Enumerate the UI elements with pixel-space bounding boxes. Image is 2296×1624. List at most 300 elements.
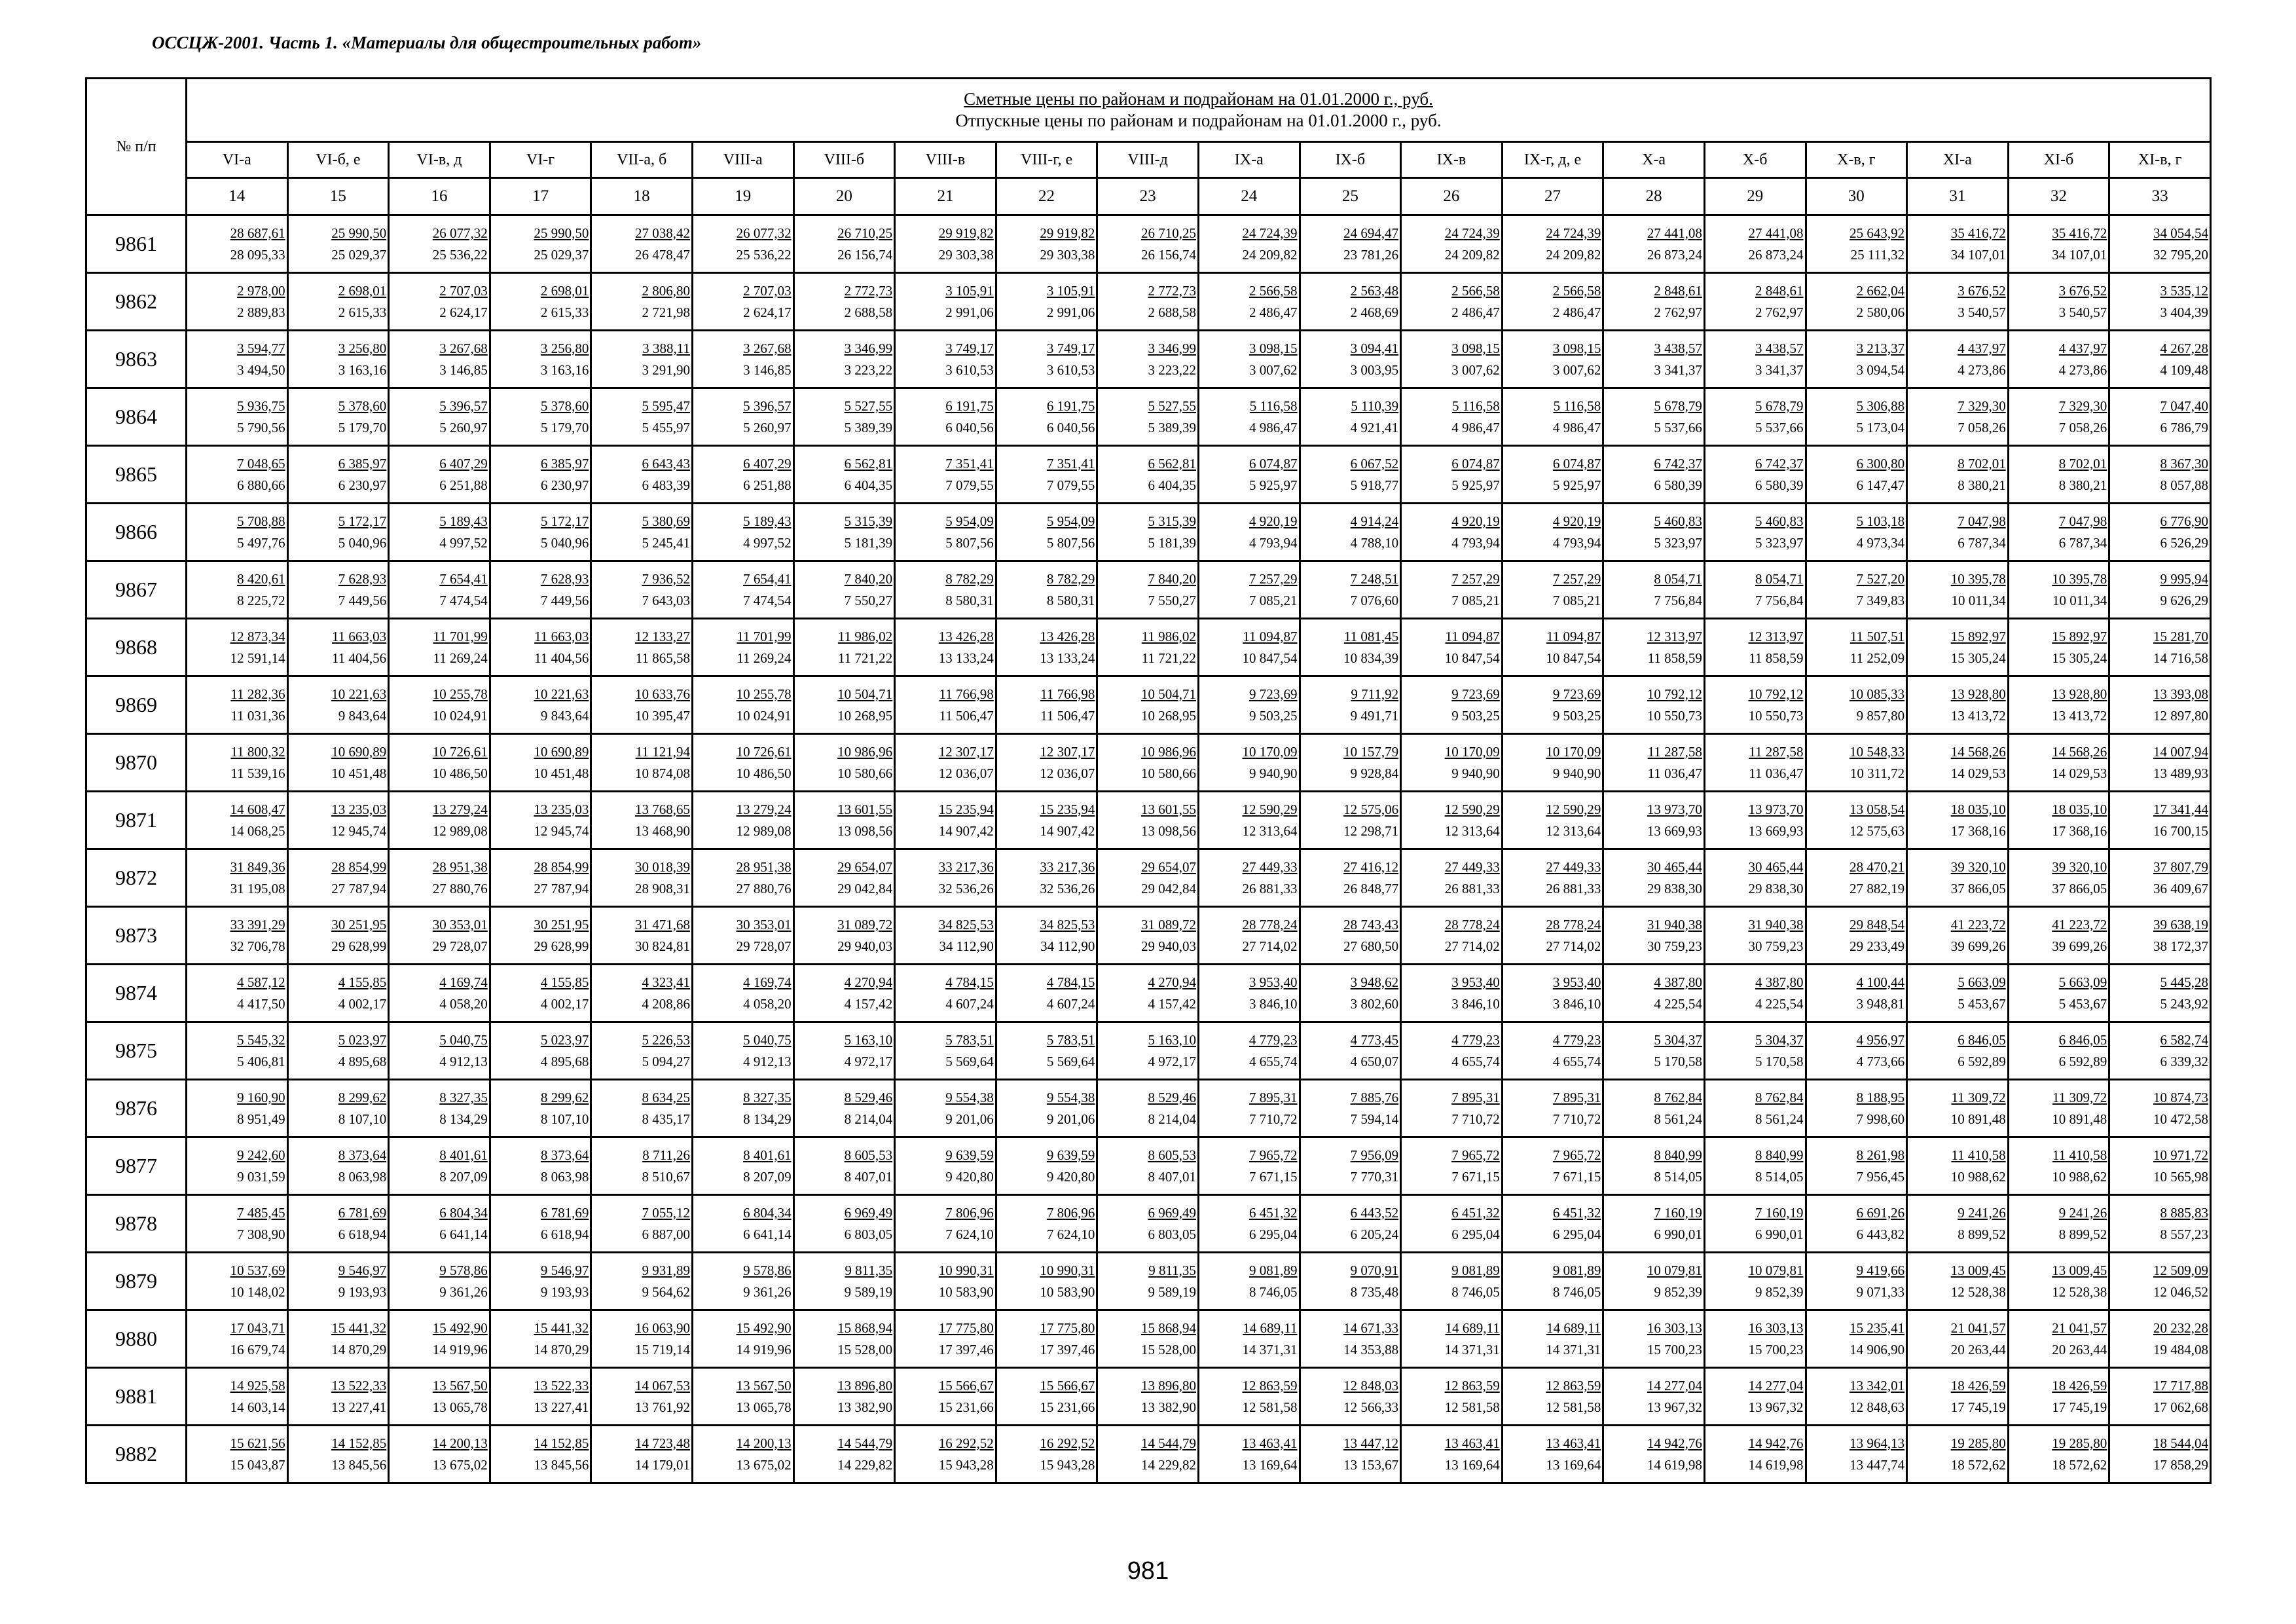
price-cell	[1198, 849, 1300, 907]
estimated-price: 14 277,04	[1647, 1377, 1702, 1393]
price-cell	[591, 273, 693, 331]
release-price: 13 845,56	[534, 1456, 589, 1473]
release-price: 14 229,82	[1140, 1456, 1196, 1473]
estimated-price: 6 074,87	[1451, 455, 1500, 471]
estimated-price: 7 485,45	[237, 1204, 285, 1221]
release-price: 11 404,56	[331, 650, 387, 666]
release-price: 7 756,84	[1654, 592, 1702, 608]
estimated-price: 5 445,28	[2160, 974, 2208, 990]
estimated-price: 30 251,95	[534, 916, 589, 932]
price-cell	[187, 1080, 288, 1137]
release-price: 8 435,17	[642, 1111, 690, 1127]
price-cell	[793, 273, 895, 331]
estimated-price: 10 255,78	[736, 686, 792, 702]
release-price: 8 057,88	[2160, 477, 2208, 493]
estimated-price: 5 396,57	[743, 397, 792, 414]
estimated-price: 8 702,01	[1958, 455, 2006, 471]
price-cell	[389, 965, 490, 1022]
price-cell	[2008, 1426, 2109, 1483]
price-cell	[1401, 331, 1503, 388]
price-cell	[287, 1426, 389, 1483]
region-header: XI-в, г	[2109, 142, 2211, 178]
estimated-price: 5 116,58	[1553, 397, 1601, 414]
estimated-price: 4 779,23	[1249, 1031, 1298, 1048]
price-cell	[287, 1195, 389, 1253]
estimated-price: 12 590,29	[1242, 801, 1298, 817]
estimated-price: 6 451,32	[1451, 1204, 1500, 1221]
estimated-price: 13 279,24	[736, 801, 792, 817]
price-cell	[1401, 619, 1503, 676]
release-price: 9 361,26	[743, 1283, 792, 1300]
release-price: 27 787,94	[331, 880, 387, 896]
estimated-price: 8 299,62	[540, 1089, 589, 1105]
price-cell	[287, 215, 389, 273]
price-cell	[895, 907, 996, 965]
estimated-price: 8 762,84	[1755, 1089, 1804, 1105]
release-price: 26 881,33	[1242, 880, 1298, 896]
estimated-price: 7 895,31	[1249, 1089, 1298, 1105]
estimated-price: 8 054,71	[1755, 570, 1804, 587]
release-price: 5 389,39	[844, 419, 893, 435]
price-cell	[1907, 1253, 2009, 1310]
estimated-price: 6 191,75	[945, 397, 994, 414]
estimated-price: 11 094,87	[1445, 628, 1500, 644]
estimated-price: 6 191,75	[1046, 397, 1095, 414]
estimated-price: 30 465,44	[1647, 858, 1702, 875]
estimated-price: 13 973,70	[1748, 801, 1804, 817]
release-price: 6 880,66	[237, 477, 285, 493]
estimated-price: 2 772,73	[844, 282, 893, 299]
price-cell	[389, 1022, 490, 1080]
release-price: 27 714,02	[1546, 938, 1601, 954]
row-code: 9863	[86, 331, 187, 388]
release-price: 29 303,38	[1040, 246, 1095, 263]
release-price: 7 643,03	[642, 592, 690, 608]
estimated-price: 9 578,86	[743, 1262, 792, 1278]
release-price: 7 079,55	[945, 477, 994, 493]
estimated-price: 25 990,50	[534, 225, 589, 241]
price-cell	[1198, 388, 1300, 446]
estimated-price: 14 671,33	[1343, 1320, 1399, 1336]
price-cell	[1401, 1310, 1503, 1368]
price-cell	[1097, 1253, 1199, 1310]
estimated-price: 13 279,24	[432, 801, 488, 817]
price-cell	[591, 792, 693, 849]
release-price: 9 201,06	[945, 1111, 994, 1127]
release-price: 26 873,24	[1748, 246, 1804, 263]
price-cell	[1806, 1368, 1907, 1426]
release-price: 27 714,02	[1242, 938, 1298, 954]
estimated-price: 39 638,19	[2153, 916, 2208, 932]
estimated-price: 28 743,43	[1343, 916, 1399, 932]
release-price: 13 845,56	[331, 1456, 387, 1473]
table-row	[86, 215, 2211, 273]
estimated-price: 12 307,17	[1040, 743, 1095, 760]
price-cell	[591, 1426, 693, 1483]
price-cell	[996, 1022, 1097, 1080]
price-cell	[2008, 446, 2109, 504]
price-cell	[692, 561, 793, 619]
release-price: 10 565,98	[2153, 1168, 2208, 1185]
estimated-price: 5 189,43	[743, 513, 792, 529]
estimated-price: 14 152,85	[331, 1435, 387, 1451]
estimated-price: 6 385,97	[338, 455, 387, 471]
estimated-price: 18 035,10	[1950, 801, 2006, 817]
price-cell	[996, 331, 1097, 388]
release-price: 3 610,53	[945, 361, 994, 378]
row-code: 9870	[86, 734, 187, 792]
price-cell	[187, 849, 288, 907]
estimated-price: 6 074,87	[1249, 455, 1298, 471]
estimated-price: 5 783,51	[945, 1031, 994, 1048]
release-price: 11 858,59	[1749, 650, 1804, 666]
row-code: 9882	[86, 1426, 187, 1483]
release-price: 4 997,52	[439, 534, 488, 551]
price-cell	[793, 504, 895, 561]
release-price: 10 451,48	[534, 765, 589, 781]
release-price: 3 003,95	[1350, 361, 1399, 378]
release-price: 6 295,04	[1451, 1226, 1500, 1242]
price-cell	[1097, 215, 1199, 273]
estimated-price: 27 441,08	[1748, 225, 1804, 241]
price-cell	[1300, 1195, 1401, 1253]
price-cell	[996, 273, 1097, 331]
release-price: 3 494,50	[237, 361, 285, 378]
row-code: 9876	[86, 1080, 187, 1137]
price-cell	[895, 1310, 996, 1368]
price-cell	[1097, 504, 1199, 561]
price-cell	[895, 215, 996, 273]
table-row	[86, 734, 2211, 792]
estimated-price: 6 846,05	[1958, 1031, 2006, 1048]
price-cell	[895, 965, 996, 1022]
price-cell	[1502, 907, 1603, 965]
price-cell	[2109, 1137, 2211, 1195]
release-price: 7 710,72	[1552, 1111, 1601, 1127]
price-cell	[1502, 965, 1603, 1022]
estimated-price: 31 849,36	[230, 858, 285, 875]
estimated-price: 34 825,53	[938, 916, 994, 932]
estimated-price: 2 806,80	[642, 282, 690, 299]
release-price: 9 201,06	[1046, 1111, 1095, 1127]
price-cell	[1907, 1080, 2009, 1137]
release-price: 10 580,66	[1140, 765, 1196, 781]
price-cell	[2109, 446, 2211, 504]
release-price: 14 353,88	[1343, 1341, 1399, 1357]
release-price: 3 163,16	[338, 361, 387, 378]
price-cell	[1097, 907, 1199, 965]
price-cell	[1603, 504, 1705, 561]
price-cell	[1603, 734, 1705, 792]
release-price: 4 655,74	[1451, 1053, 1500, 1069]
price-cell	[1704, 619, 1806, 676]
price-cell	[490, 849, 591, 907]
release-price: 15 719,14	[634, 1341, 690, 1357]
table-row	[86, 1022, 2211, 1080]
price-cell	[1097, 676, 1199, 734]
release-price: 10 550,73	[1647, 707, 1702, 724]
release-price: 12 581,58	[1444, 1399, 1500, 1415]
release-price: 13 153,67	[1343, 1456, 1399, 1473]
release-price: 11 721,22	[1141, 650, 1196, 666]
price-cell	[1300, 1310, 1401, 1368]
price-cell	[1704, 1022, 1806, 1080]
estimated-price: 11 410,58	[1951, 1147, 2006, 1163]
price-cell	[1198, 504, 1300, 561]
estimated-price: 11 766,98	[939, 686, 994, 702]
price-cell	[1401, 273, 1503, 331]
estimated-price: 13 567,50	[736, 1377, 792, 1393]
price-cell	[1704, 1253, 1806, 1310]
price-cell	[692, 215, 793, 273]
release-price: 8 107,10	[540, 1111, 589, 1127]
estimated-price: 14 925,58	[230, 1377, 285, 1393]
price-cell	[1097, 1022, 1199, 1080]
release-price: 9 491,71	[1350, 707, 1399, 724]
price-cell	[1704, 676, 1806, 734]
price-cell	[389, 1137, 490, 1195]
estimated-price: 11 287,58	[1749, 743, 1804, 760]
region-header: VIII-а	[692, 142, 793, 178]
estimated-price: 5 023,97	[338, 1031, 387, 1048]
release-price: 16 700,15	[2153, 822, 2208, 839]
estimated-price: 13 393,08	[2153, 686, 2208, 702]
price-cell	[793, 388, 895, 446]
release-price: 13 065,78	[432, 1399, 488, 1415]
price-cell	[1502, 1195, 1603, 1253]
release-price: 3 146,85	[439, 361, 488, 378]
estimated-price: 13 973,70	[1647, 801, 1702, 817]
estimated-price: 28 951,38	[432, 858, 488, 875]
estimated-price: 30 353,01	[736, 916, 792, 932]
release-price: 5 569,64	[1046, 1053, 1095, 1069]
price-cell	[692, 388, 793, 446]
price-cell	[1401, 1368, 1503, 1426]
price-cell	[1806, 849, 1907, 907]
estimated-price: 27 449,33	[1546, 858, 1601, 875]
release-price: 7 449,56	[338, 592, 387, 608]
release-price: 5 406,81	[237, 1053, 285, 1069]
estimated-price: 3 213,37	[1856, 340, 1905, 356]
estimated-price: 7 257,29	[1552, 570, 1601, 587]
price-cell	[1907, 965, 2009, 1022]
price-cell	[793, 446, 895, 504]
release-price: 2 889,83	[237, 304, 285, 320]
price-cell	[1097, 849, 1199, 907]
release-price: 15 700,23	[1748, 1341, 1804, 1357]
price-cell	[895, 331, 996, 388]
price-cell	[1198, 215, 1300, 273]
estimated-price: 18 544,04	[2153, 1435, 2208, 1451]
price-cell	[1704, 215, 1806, 273]
price-cell	[1097, 331, 1199, 388]
release-price: 13 761,92	[634, 1399, 690, 1415]
price-cell	[591, 331, 693, 388]
price-cell	[692, 965, 793, 1022]
estimated-price: 6 742,37	[1755, 455, 1804, 471]
estimated-price: 8 711,26	[642, 1147, 690, 1163]
column-number: 26	[1401, 178, 1503, 215]
price-cell	[692, 504, 793, 561]
price-cell	[1806, 1426, 1907, 1483]
release-price: 5 453,67	[2058, 995, 2107, 1012]
price-cell	[1806, 1080, 1907, 1137]
release-price: 10 834,39	[1343, 650, 1399, 666]
release-price: 31 195,08	[230, 880, 285, 896]
price-cell	[2008, 965, 2109, 1022]
release-price: 9 928,84	[1350, 765, 1399, 781]
table-row	[86, 965, 2211, 1022]
release-price: 34 112,90	[1040, 938, 1095, 954]
estimated-price: 4 270,94	[1148, 974, 1196, 990]
release-price: 39 699,26	[1950, 938, 2006, 954]
release-price: 5 925,97	[1249, 477, 1298, 493]
estimated-price: 31 471,68	[634, 916, 690, 932]
price-cell	[490, 734, 591, 792]
release-price: 24 209,82	[1444, 246, 1500, 263]
estimated-price: 14 568,26	[2052, 743, 2107, 760]
estimated-price: 7 047,98	[2058, 513, 2107, 529]
estimated-price: 4 920,19	[1249, 513, 1298, 529]
price-cell	[1603, 965, 1705, 1022]
price-cell	[793, 792, 895, 849]
estimated-price: 7 329,30	[2058, 397, 2107, 414]
estimated-price: 6 385,97	[540, 455, 589, 471]
table-row	[86, 1368, 2211, 1426]
price-cell	[1603, 1195, 1705, 1253]
release-price: 4 655,74	[1249, 1053, 1298, 1069]
estimated-price: 8 782,29	[945, 570, 994, 587]
estimated-price: 14 689,11	[1445, 1320, 1500, 1336]
price-cell	[1097, 734, 1199, 792]
release-price: 4 895,68	[338, 1053, 387, 1069]
release-price: 5 181,39	[844, 534, 893, 551]
estimated-price: 4 387,80	[1654, 974, 1702, 990]
estimated-price: 7 257,29	[1451, 570, 1500, 587]
release-price: 5 040,96	[338, 534, 387, 551]
estimated-price: 2 772,73	[1148, 282, 1196, 299]
price-cell	[389, 734, 490, 792]
price-cell	[793, 1310, 895, 1368]
price-cell	[389, 561, 490, 619]
release-price: 18 572,62	[1950, 1456, 2006, 1473]
release-price: 6 230,97	[540, 477, 589, 493]
estimated-price: 11 121,94	[635, 743, 690, 760]
estimated-price: 6 562,81	[1148, 455, 1196, 471]
release-price: 2 688,58	[844, 304, 893, 320]
price-cell	[187, 619, 288, 676]
price-cell	[895, 446, 996, 504]
price-cell	[1704, 792, 1806, 849]
estimated-price: 4 155,85	[540, 974, 589, 990]
price-cell	[490, 273, 591, 331]
release-price: 3 223,22	[1148, 361, 1196, 378]
price-cell	[1401, 1022, 1503, 1080]
release-price: 25 111,32	[1850, 246, 1905, 263]
release-price: 6 787,34	[2058, 534, 2107, 551]
price-cell	[1198, 1253, 1300, 1310]
price-cell	[2109, 1253, 2211, 1310]
price-cell	[1806, 1022, 1907, 1080]
release-price: 7 474,54	[439, 592, 488, 608]
price-cell	[1401, 1080, 1503, 1137]
release-price: 5 925,97	[1552, 477, 1601, 493]
row-code: 9865	[86, 446, 187, 504]
price-cell	[287, 1368, 389, 1426]
price-cell	[490, 504, 591, 561]
estimated-price: 13 601,55	[837, 801, 893, 817]
release-price: 12 989,08	[736, 822, 792, 839]
release-price: 2 762,97	[1654, 304, 1702, 320]
row-code: 9866	[86, 504, 187, 561]
release-price: 29 042,84	[837, 880, 893, 896]
price-cell	[895, 504, 996, 561]
release-price: 5 389,39	[1148, 419, 1196, 435]
release-price: 8 225,72	[237, 592, 285, 608]
price-cell	[1502, 1022, 1603, 1080]
release-price: 11 269,24	[737, 650, 792, 666]
price-cell	[1198, 331, 1300, 388]
price-cell	[389, 388, 490, 446]
price-cell	[591, 1195, 693, 1253]
price-cell	[793, 561, 895, 619]
estimated-price: 8 605,53	[1148, 1147, 1196, 1163]
price-cell	[287, 1080, 389, 1137]
release-price: 9 503,25	[1451, 707, 1500, 724]
column-number: 15	[287, 178, 389, 215]
estimated-price: 9 723,69	[1451, 686, 1500, 702]
estimated-price: 2 707,03	[743, 282, 792, 299]
release-price: 13 675,02	[736, 1456, 792, 1473]
price-cell	[1806, 734, 1907, 792]
release-price: 10 486,50	[432, 765, 488, 781]
price-cell	[1704, 446, 1806, 504]
estimated-price: 14 608,47	[230, 801, 285, 817]
estimated-price: 21 041,57	[1950, 1320, 2006, 1336]
estimated-price: 7 351,41	[1046, 455, 1095, 471]
price-cell	[1704, 331, 1806, 388]
price-cell	[1704, 1368, 1806, 1426]
price-cell	[692, 1310, 793, 1368]
release-price: 11 031,36	[230, 707, 285, 724]
table-row	[86, 446, 2211, 504]
release-price: 8 380,21	[2058, 477, 2107, 493]
estimated-price: 2 662,04	[1856, 282, 1905, 299]
row-code: 9875	[86, 1022, 187, 1080]
estimated-price: 7 048,65	[237, 455, 285, 471]
release-price: 14 870,29	[534, 1341, 589, 1357]
price-cell	[1401, 215, 1503, 273]
release-price: 20 263,44	[2052, 1341, 2107, 1357]
estimated-price: 6 067,52	[1350, 455, 1399, 471]
release-price: 13 065,78	[736, 1399, 792, 1415]
price-cell	[2008, 388, 2109, 446]
price-cell	[996, 676, 1097, 734]
price-cell	[996, 619, 1097, 676]
price-cell	[1806, 1137, 1907, 1195]
price-cell	[2008, 561, 2109, 619]
estimated-price: 30 353,01	[432, 916, 488, 932]
estimated-price: 34 825,53	[1040, 916, 1095, 932]
release-price: 8 134,29	[439, 1111, 488, 1127]
price-cell	[895, 849, 996, 907]
estimated-price: 17 775,80	[938, 1320, 994, 1336]
release-price: 30 824,81	[634, 938, 690, 954]
release-price: 3 163,16	[540, 361, 589, 378]
release-price: 6 040,56	[1046, 419, 1095, 435]
release-price: 14 068,25	[230, 822, 285, 839]
price-cell	[1603, 331, 1705, 388]
